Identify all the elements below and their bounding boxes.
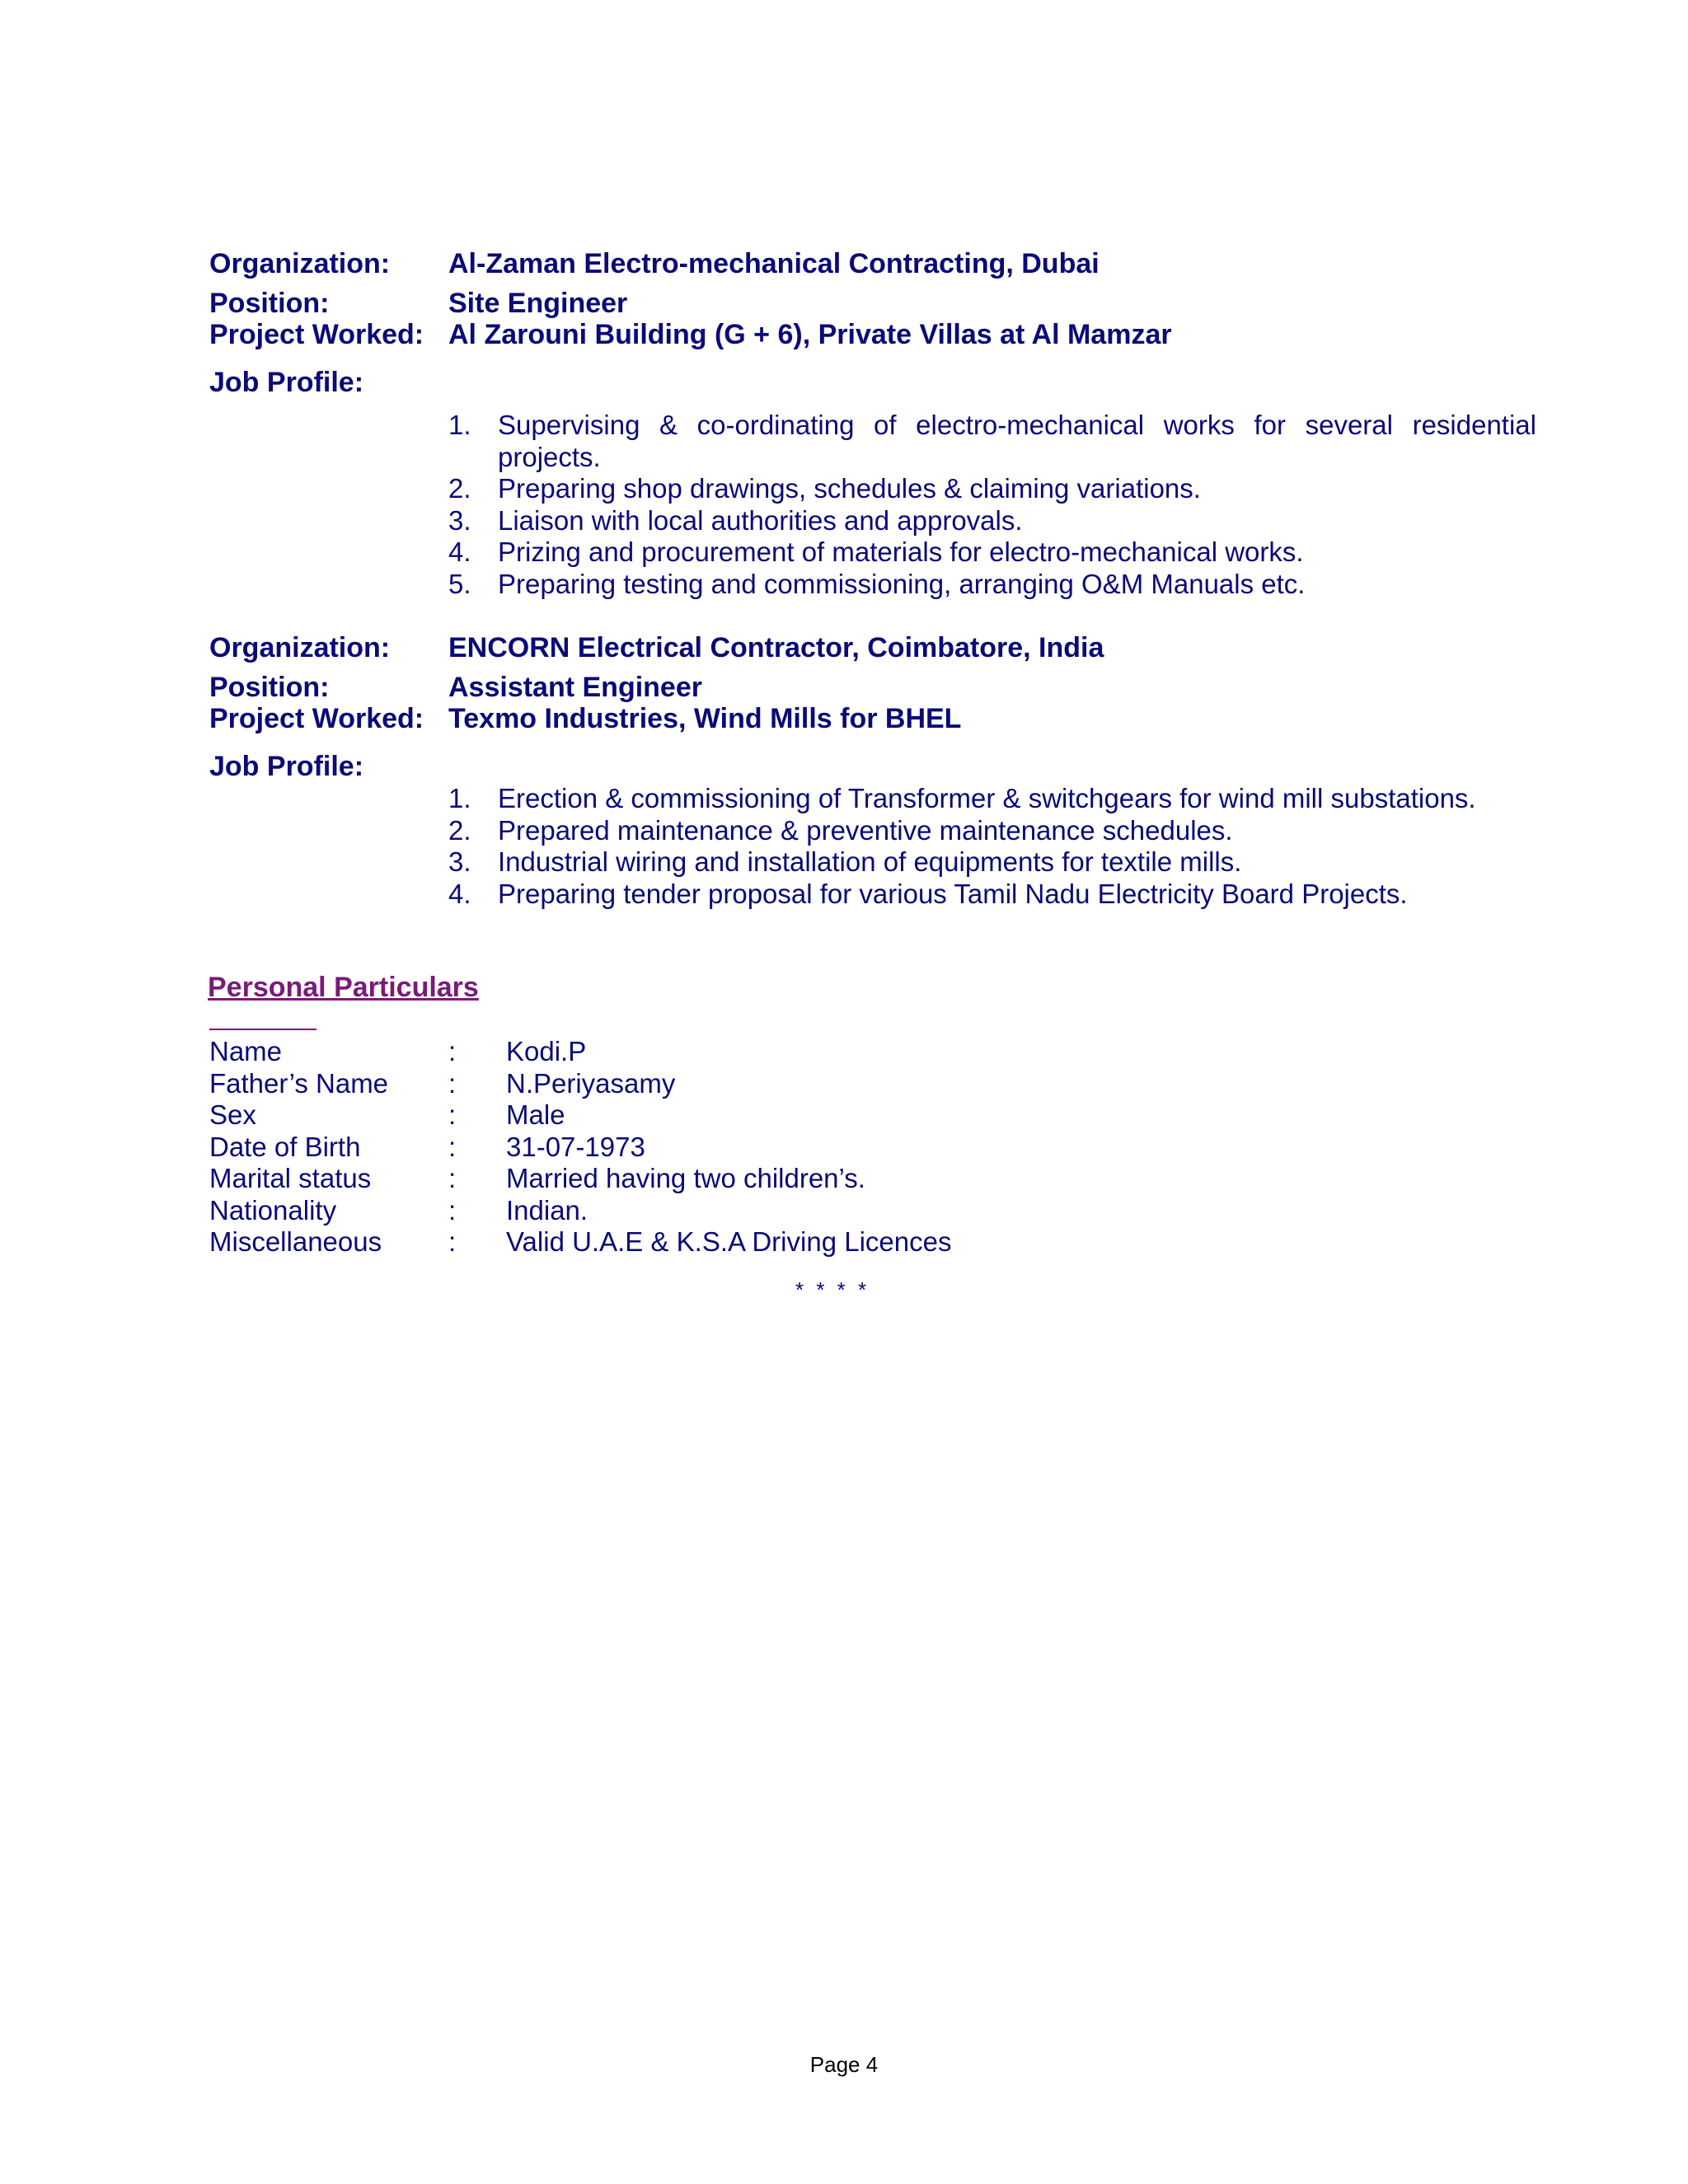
list-item-text: Prepared maintenance & preventive maintenance schedules. [498, 814, 1233, 846]
position-label: Position: [209, 672, 330, 703]
field-separator: : [448, 1067, 457, 1099]
project-row [209, 702, 961, 735]
list-item [448, 846, 1536, 879]
project-label: Project Worked: [209, 703, 424, 734]
field-value: Male [506, 1099, 565, 1130]
position-value: Site Engineer [448, 288, 628, 319]
list-item [448, 569, 1536, 601]
field-label: Name [209, 1036, 283, 1066]
list-item [448, 410, 1536, 442]
field-separator: : [448, 1131, 457, 1162]
position-label: Position: [209, 288, 330, 319]
field-value: Indian. [506, 1194, 588, 1226]
project-value: Texmo Industries, Wind Mills for BHEL [448, 703, 962, 734]
field-separator: : [448, 1226, 457, 1257]
table-row [209, 1226, 951, 1258]
field-separator: : [448, 1036, 457, 1066]
organization-row [209, 631, 1104, 664]
job-profile-label: Job Profile: [209, 367, 364, 398]
project-value: Al Zarouni Building (G + 6), Private Villas at Al Mamzar [448, 319, 1172, 350]
list-item-text: Preparing tender proposal for various Tamil Nadu Electricity Board Projects. [498, 878, 1408, 909]
list-item [448, 505, 1536, 537]
personal-particulars-heading: Personal Particulars [208, 972, 479, 1003]
list-item-number: 3. [448, 504, 471, 536]
field-value: 31-07-1973 [506, 1131, 645, 1162]
list-item-number: 4. [448, 537, 471, 567]
field-separator: : [448, 1194, 457, 1226]
field-separator: : [448, 1163, 457, 1193]
page-number: Page 4 [809, 2052, 879, 2077]
list-item-text: Industrial wiring and installation of equipments for textile mills. [498, 846, 1242, 877]
position-row [209, 671, 702, 704]
organization-value: ENCORN Electrical Contractor, Coimbatore, India [448, 632, 1104, 663]
field-value: Valid U.A.E & K.S.A Driving Licences [506, 1226, 952, 1257]
list-item-text: Prizing and procurement of materials for electro-mechanical works. [498, 537, 1304, 567]
field-separator: : [448, 1099, 457, 1130]
field-label: Date of Birth [209, 1131, 361, 1162]
table-row [209, 1163, 951, 1195]
table-row [209, 1068, 951, 1100]
list-item-text: Preparing testing and commissioning, arranging O&M Manuals etc. [498, 568, 1306, 599]
organization-value: Al-Zaman Electro-mechanical Contracting, Dubai [448, 248, 1100, 279]
organization-label: Organization: [209, 632, 391, 663]
list-item [448, 783, 1536, 815]
table-row [209, 1132, 951, 1164]
position-value: Assistant Engineer [448, 672, 702, 703]
list-item [448, 537, 1536, 569]
list-item-text: Liaison with local authorities and approvals. [498, 504, 1023, 536]
list-item-text: Supervising & co-ordinating of electro-mechanical works for several residential [498, 410, 1536, 440]
list-item-number: 4. [448, 878, 471, 909]
list-item-number: 2. [448, 814, 471, 846]
table-row [209, 1036, 951, 1068]
personal-particulars-table [209, 1036, 951, 1258]
heading-underline-rule [209, 1029, 316, 1030]
project-label: Project Worked: [209, 319, 424, 350]
field-label: Sex [209, 1099, 256, 1130]
list-item [448, 815, 1536, 847]
list-item-number: 5. [448, 568, 471, 599]
field-value: Married having two children’s. [506, 1163, 865, 1193]
table-row [209, 1099, 951, 1132]
position-row [209, 287, 627, 320]
field-label: Father’s Name [209, 1067, 389, 1099]
list-item-text: Erection & commissioning of Transformer & switchgears for wind mill substations. [498, 783, 1476, 813]
duty-list [448, 783, 1536, 910]
list-item-number: 3. [448, 846, 471, 877]
field-label: Miscellaneous [209, 1226, 382, 1257]
table-row [209, 1195, 951, 1227]
job-profile-row [209, 366, 448, 399]
job-profile-row [209, 750, 448, 783]
project-row [209, 318, 1172, 351]
list-item-number: 1. [448, 783, 471, 813]
list-item-number: 2. [448, 473, 471, 504]
organization-row [209, 247, 1100, 280]
end-marker: * * * * [795, 1277, 870, 1302]
list-item-text: projects. [498, 441, 601, 472]
list-item-text: Preparing shop drawings, schedules & claiming variations. [498, 473, 1201, 504]
list-item [448, 879, 1536, 911]
list-item-continuation [448, 442, 1536, 474]
list-item-number: 1. [448, 410, 471, 440]
job-profile-label: Job Profile: [209, 751, 364, 782]
field-label: Marital status [209, 1163, 372, 1193]
list-item [448, 473, 1536, 505]
duty-list [448, 410, 1536, 600]
field-label: Nationality [209, 1194, 337, 1226]
field-value: N.Periyasamy [506, 1067, 676, 1099]
organization-label: Organization: [209, 248, 391, 279]
field-value: Kodi.P [506, 1036, 587, 1066]
